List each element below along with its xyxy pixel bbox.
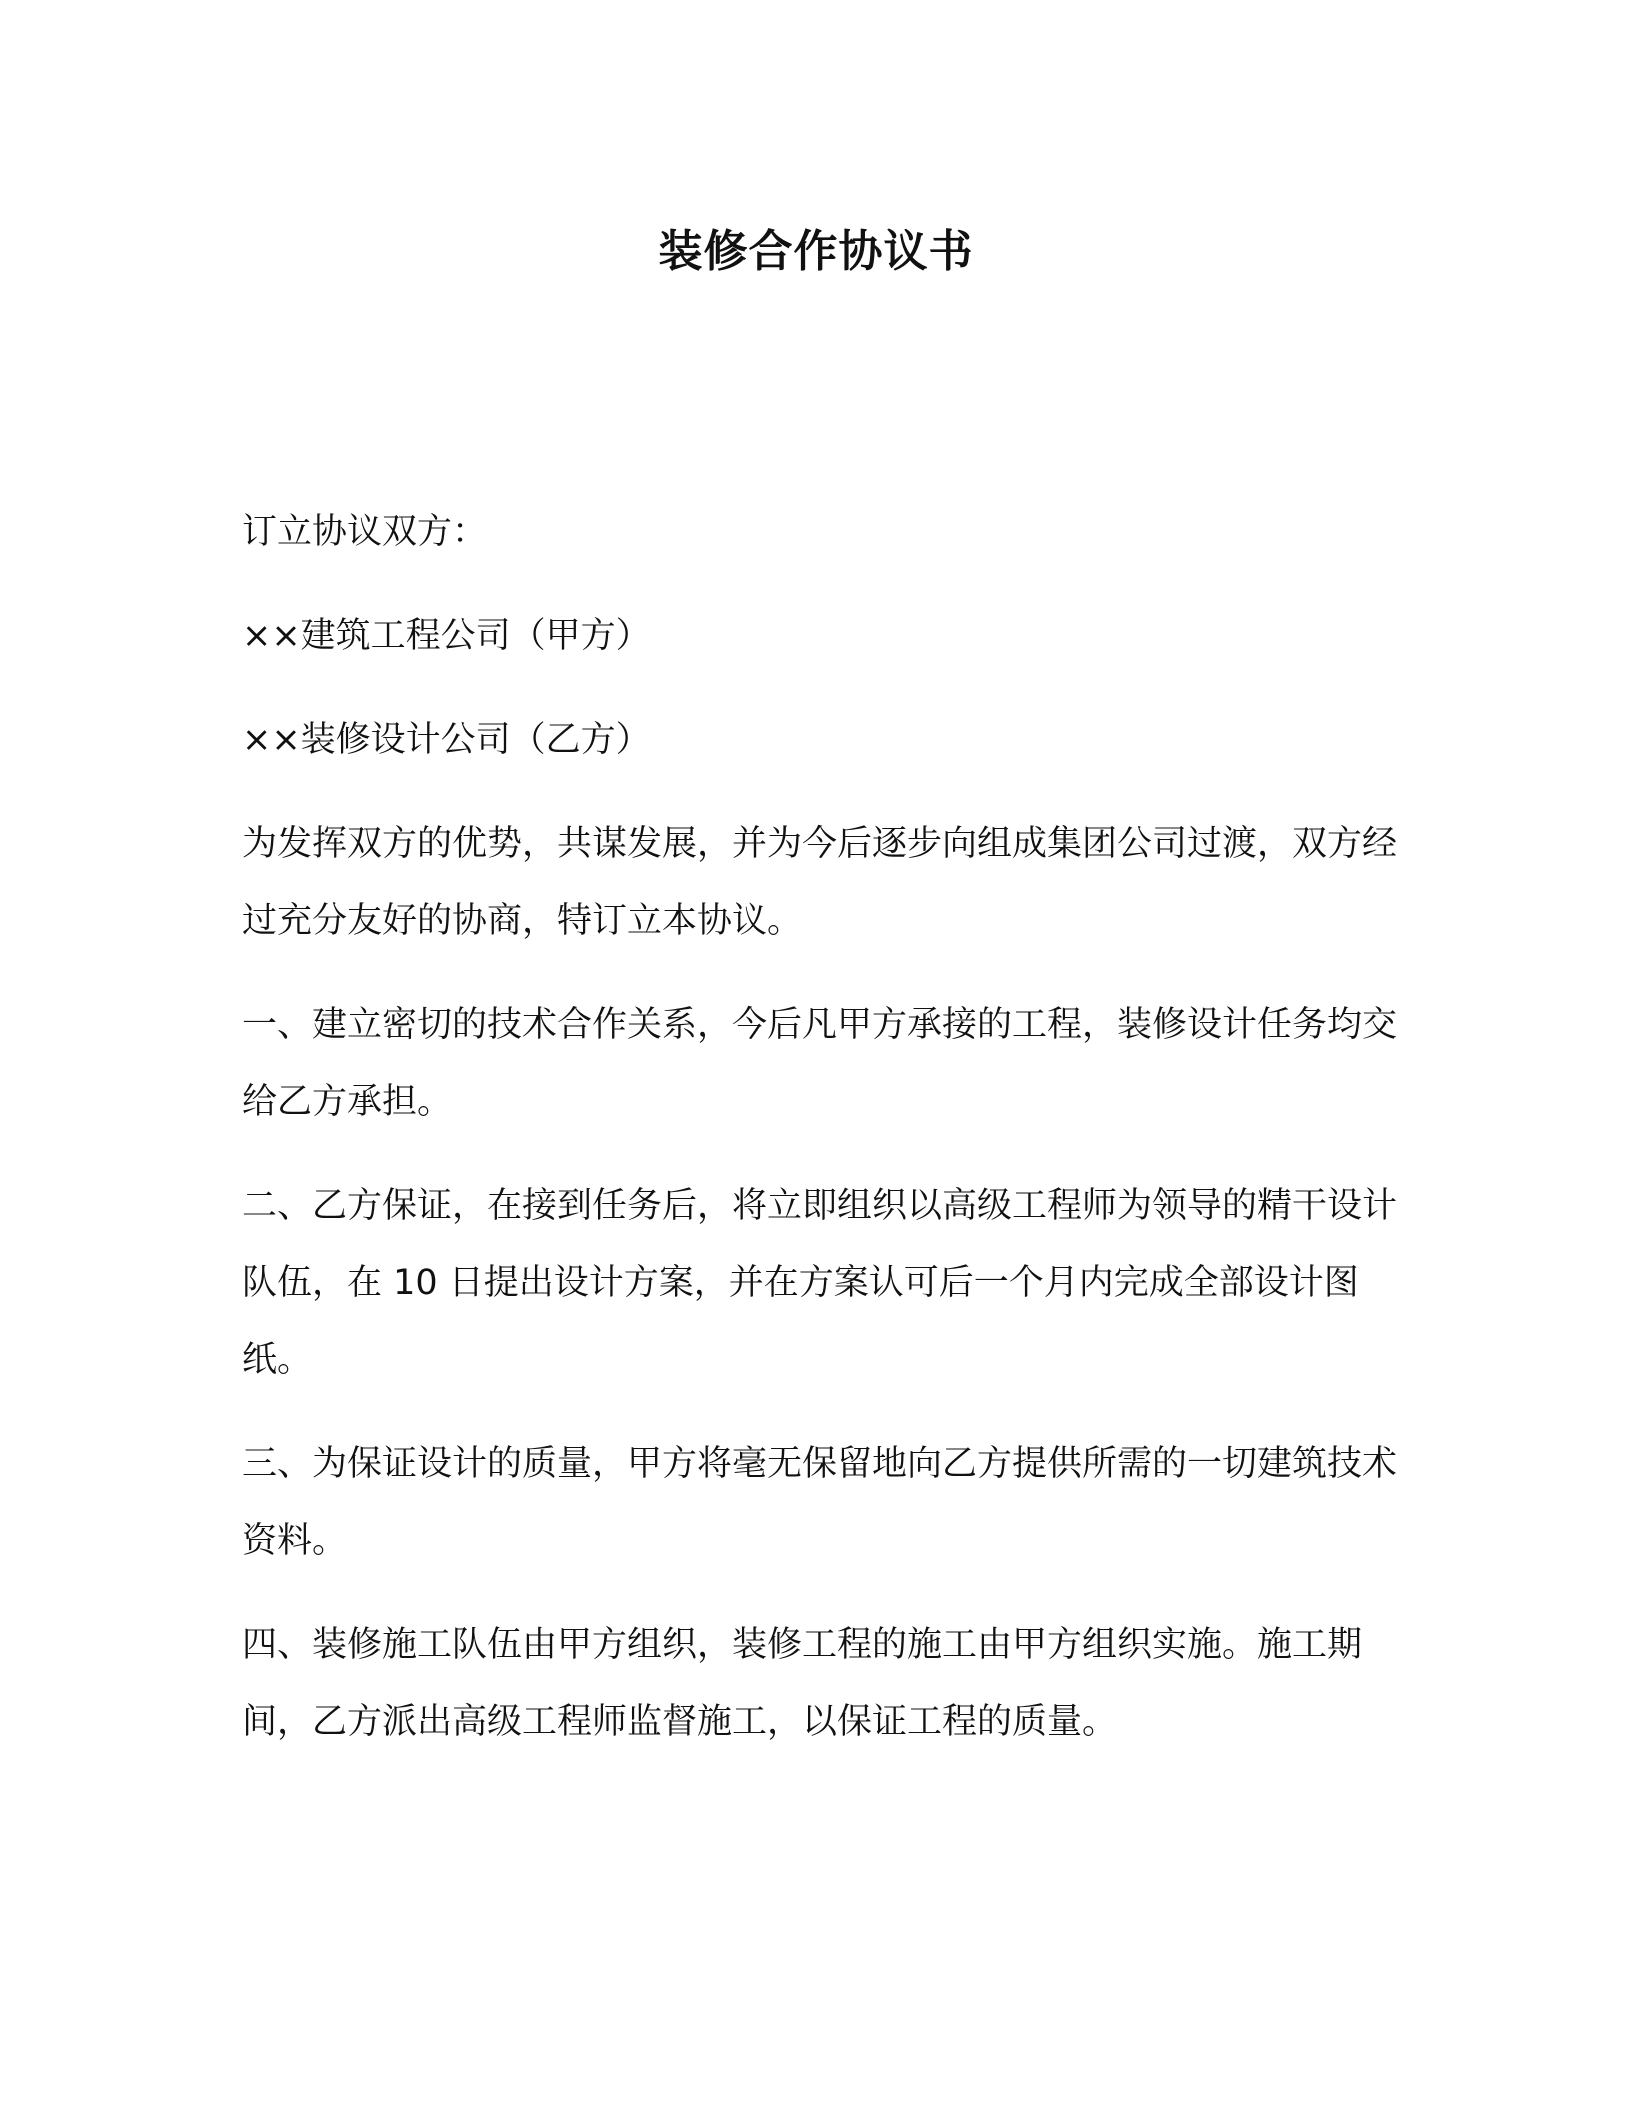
parties-heading: 订立协议双方：: [242, 512, 488, 552]
preamble-paragraph: 为发挥双方的优势，共谋发展，并为今后逐步向组成集团公司过渡，双方经过充分友好的协商，特订立本协议。: [242, 824, 1398, 941]
document-body: [242, 494, 1402, 1788]
party-b: ××装修设计公司（乙方）: [242, 720, 651, 760]
clause-1: 一、建立密切的技术合作关系，今后凡甲方承接的工程，装修设计任务均交给乙方承担。: [242, 1005, 1398, 1122]
clause-3: 三、为保证设计的质量，甲方将毫无保留地向乙方提供所需的一切建筑技术资料。: [242, 1444, 1398, 1561]
document-title: 装修合作协议书: [658, 226, 974, 277]
clause-2: 二、乙方保证，在接到任务后，将立即组织以高级工程师为领导的精干设计队伍，在 10 日提出设计方案，并在方案认可后一个月内完成全部设计图纸。: [242, 1186, 1398, 1380]
party-a: ××建筑工程公司（甲方）: [242, 616, 651, 656]
clause-4: 四、装修施工队伍由甲方组织，装修工程的施工由甲方组织实施。施工期间，乙方派出高级工程师监督施工，以保证工程的质量。: [242, 1625, 1363, 1742]
